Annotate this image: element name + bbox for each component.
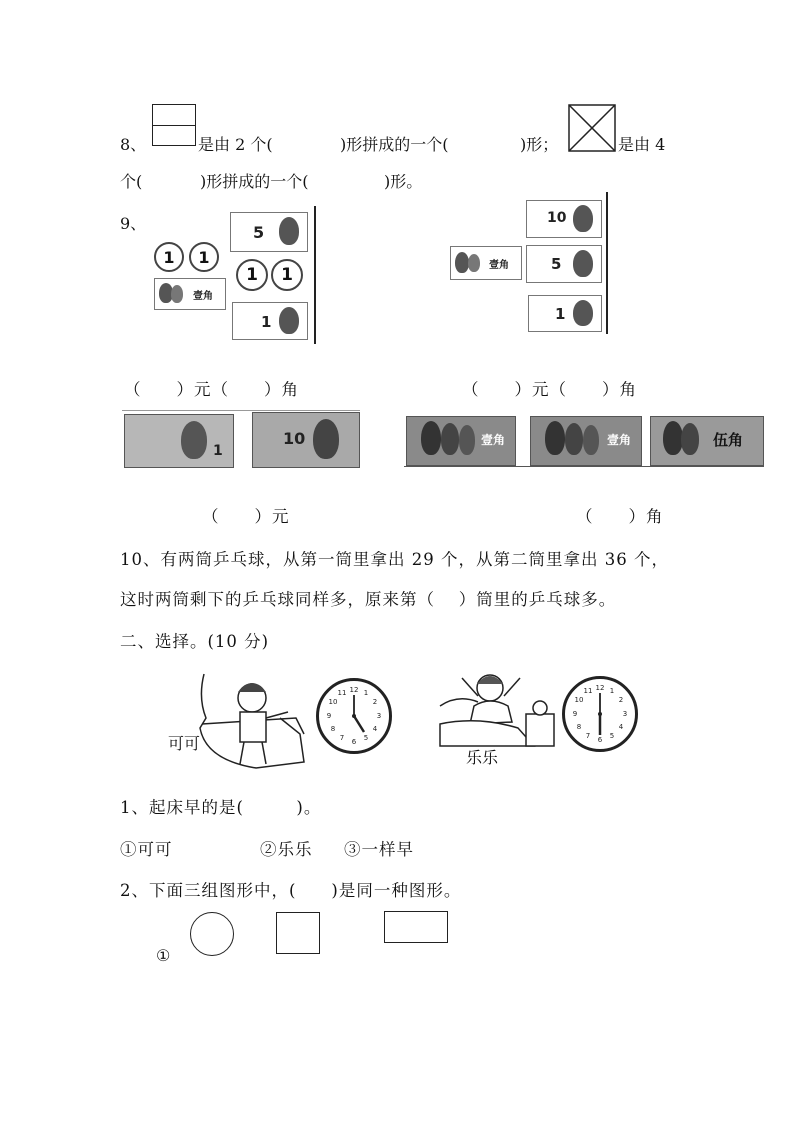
- svg-text:6: 6: [351, 738, 357, 746]
- clock-face-icon: [562, 676, 638, 752]
- q1-option-1: ①可可: [120, 840, 173, 859]
- one-yuan-coin: 1: [189, 242, 219, 272]
- q10-line1: 10、有两筒乒乓球，从第一筒里拿出 29 个，从第二筒里拿出 36 个，: [120, 550, 669, 569]
- ten-yuan-note: 10: [526, 200, 602, 238]
- square-shape-icon: [276, 912, 320, 954]
- svg-text:3: 3: [376, 712, 382, 720]
- blank-yuan-jiao-right: （ ）元（ ）角: [462, 380, 637, 399]
- q8-line1-c: )形拼成的一个(: [340, 135, 449, 154]
- section2-q2: 2、下面三组图形中，( )是同一种图形。: [120, 881, 462, 900]
- q8-line1-d: )形；: [520, 135, 559, 154]
- svg-text:7: 7: [585, 732, 591, 740]
- kid-getting-out-of-bed-illustration: [196, 668, 310, 772]
- svg-text:12: 12: [595, 684, 605, 692]
- one-yuan-coin: 1: [236, 259, 268, 291]
- svg-text:1: 1: [609, 687, 615, 695]
- one-yuan-note: 1: [528, 295, 602, 332]
- ten-yuan-note: 10: [252, 412, 360, 468]
- one-yuan-note: 1: [232, 302, 308, 340]
- svg-text:11: 11: [583, 687, 593, 695]
- kid2-name: 乐乐: [466, 748, 499, 767]
- five-jiao-note: 伍角: [650, 416, 764, 466]
- svg-text:5: 5: [363, 734, 369, 742]
- svg-text:11: 11: [337, 689, 347, 697]
- svg-text:4: 4: [372, 725, 378, 733]
- svg-text:5: 5: [609, 732, 615, 740]
- q10-line2: 这时两筒剩下的乒乓球同样多，原来第（ ）筒里的乒乓球多。: [120, 590, 617, 609]
- svg-text:1: 1: [363, 689, 369, 697]
- one-jiao-note: 壹角: [154, 278, 226, 310]
- five-yuan-note: 5: [230, 212, 308, 252]
- q8-line1-a: 8、: [120, 135, 147, 154]
- section2-title: 二、选择。(10 分): [120, 632, 270, 651]
- q1-option-2: ②乐乐: [260, 840, 313, 859]
- kid-stretching-in-bed-illustration: [438, 666, 558, 750]
- blank-jiao: （ ）角: [576, 507, 664, 526]
- svg-text:10: 10: [574, 696, 584, 704]
- one-jiao-note: 壹角: [406, 416, 516, 466]
- one-jiao-note: 壹角: [530, 416, 642, 466]
- blank-yuan-jiao-left: （ ）元（ ）角: [124, 380, 299, 399]
- kid1-name: 可可: [168, 734, 201, 753]
- one-jiao-note: 壹角: [450, 246, 522, 280]
- svg-text:9: 9: [326, 712, 332, 720]
- one-yuan-note: 1: [124, 414, 234, 468]
- circle-shape-icon: [190, 912, 234, 956]
- section2-q1: 1、起床早的是( )。: [120, 798, 322, 817]
- svg-text:4: 4: [618, 723, 624, 731]
- one-yuan-coin: 1: [271, 259, 303, 291]
- svg-text:2: 2: [372, 698, 378, 706]
- five-yuan-note: 5: [526, 245, 602, 283]
- q8-line2-a: 个(: [120, 172, 143, 191]
- q2-option-1: ①: [156, 946, 171, 965]
- blank-yuan: （ ）元: [202, 507, 290, 526]
- svg-text:3: 3: [622, 710, 628, 718]
- svg-text:8: 8: [576, 723, 582, 731]
- rectangle-shape-icon: [384, 911, 448, 943]
- q1-option-3: ③一样早: [344, 840, 414, 859]
- svg-text:6: 6: [597, 736, 603, 744]
- svg-text:10: 10: [328, 698, 338, 706]
- q8-line1-e: 是由 4: [618, 135, 666, 154]
- q9-label: 9、: [120, 214, 147, 233]
- q8-line2-b: )形拼成的一个(: [200, 172, 309, 191]
- clock-face-icon: [316, 678, 392, 754]
- q8-line1-b: 是由 2 个(: [198, 135, 273, 154]
- one-yuan-coin: 1: [154, 242, 184, 272]
- square-split-horizontal-icon: [152, 104, 196, 146]
- square-with-diagonals-icon: [568, 104, 616, 152]
- svg-text:2: 2: [618, 696, 624, 704]
- q8-line2-c: )形。: [384, 172, 423, 191]
- svg-text:12: 12: [349, 686, 359, 694]
- svg-text:7: 7: [339, 734, 345, 742]
- svg-text:8: 8: [330, 725, 336, 733]
- svg-text:9: 9: [572, 710, 578, 718]
